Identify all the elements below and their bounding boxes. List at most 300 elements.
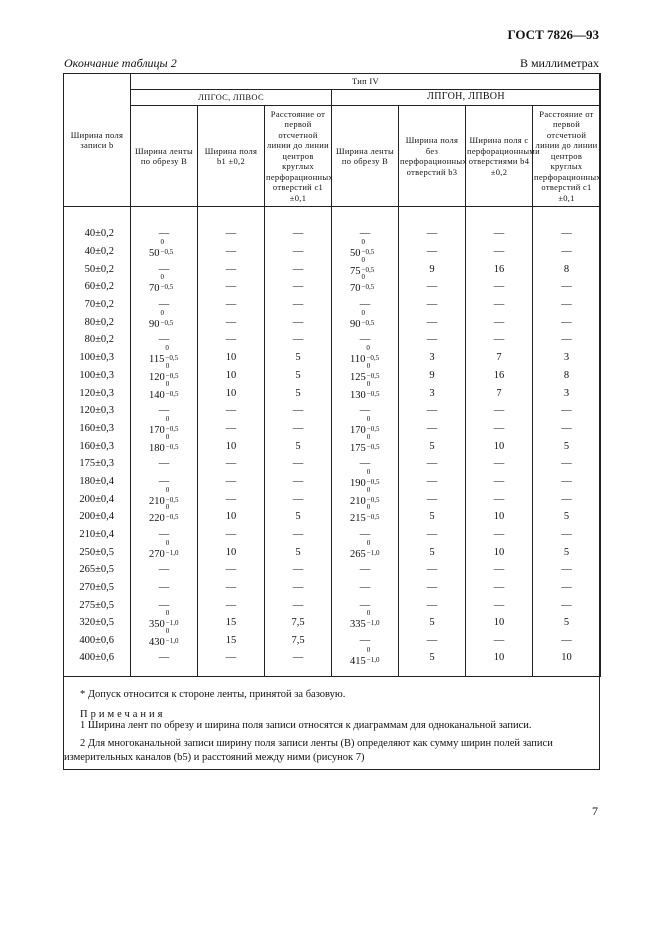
upper-deviation: 0	[165, 503, 170, 512]
upper-deviation: 0	[160, 238, 164, 247]
cell-g1-width	[131, 538, 198, 561]
cell-g2-width	[332, 432, 399, 455]
cell-g2-b3: 5	[399, 614, 466, 632]
lower-deviation: −0,5	[165, 424, 179, 433]
cell-g1-b1: 10	[198, 349, 265, 367]
cell-g1-b1: 10	[198, 543, 265, 561]
cell-g2-b4: —	[466, 596, 533, 614]
upper-deviation: 0	[366, 379, 371, 388]
tolerance	[165, 361, 181, 380]
nominal-value: 220	[149, 513, 165, 525]
table-row	[64, 349, 601, 367]
cell-g2-b3: 5	[399, 650, 466, 677]
nominal-value: 70	[149, 283, 160, 295]
cell-g2-b3: 5	[399, 437, 466, 455]
nominal-value: 190	[350, 477, 366, 489]
upper-deviation: 0	[366, 609, 371, 618]
header-g2-c1: Расстояние от первой отсчетной линии до линии центров круглых перфорационных отверстий c1 ±0,1	[533, 106, 601, 207]
cell-g1-b1: —	[198, 225, 265, 243]
cell-g1-c1: —	[265, 260, 332, 278]
nominal-value: —	[359, 299, 371, 311]
cell-g2-width	[332, 503, 399, 526]
cell-g1-c1: —	[265, 455, 332, 473]
nominal-value: 210	[350, 495, 366, 507]
nominal-value: 170	[350, 424, 366, 436]
cell-g2-c1: 10	[533, 650, 601, 677]
cell-g1-width	[131, 238, 198, 261]
header-g2-b3: Ширина поля без перфорационных отверстий b3	[399, 106, 466, 207]
nominal-value: 180	[149, 442, 165, 454]
tolerance	[165, 485, 181, 504]
cell-g1-b1: —	[198, 243, 265, 261]
tolerance	[366, 379, 382, 398]
tolerance	[361, 273, 377, 292]
cell-g2-c1: 5	[533, 614, 601, 632]
upper-deviation: 0	[165, 485, 170, 494]
cell-g2-c1: —	[533, 278, 601, 296]
cell-g2-b4: —	[466, 490, 533, 508]
cell-g2-width	[332, 296, 399, 314]
nominal-value: 90	[149, 318, 160, 330]
lower-deviation: −0,5	[366, 442, 380, 451]
cell-g1-width	[131, 526, 198, 544]
cell-record-width: 275±0,5	[64, 596, 131, 614]
cell-g2-width	[332, 225, 399, 243]
cell-g1-c1: 5	[265, 384, 332, 402]
nominal-value: 50	[149, 248, 160, 260]
cell-g2-b4: —	[466, 313, 533, 331]
upper-deviation: 0	[366, 538, 371, 547]
table-row	[64, 260, 601, 278]
cell-g1-width	[131, 379, 198, 402]
nominal-value: 210	[149, 495, 165, 507]
cell-g2-c1: 8	[533, 260, 601, 278]
lower-deviation: −1,0	[165, 619, 179, 628]
cell-g1-c1: 5	[265, 437, 332, 455]
nominal-value: —	[158, 458, 170, 470]
cell-g2-b3: —	[399, 526, 466, 544]
cell-g2-b4: 10	[466, 543, 533, 561]
nominal-value: —	[359, 582, 371, 594]
nominal-value: 350	[149, 619, 165, 631]
cell-record-width: 250±0,5	[64, 543, 131, 561]
cell-g1-b1: —	[198, 278, 265, 296]
cell-g2-c1: —	[533, 331, 601, 349]
tolerance	[366, 467, 382, 486]
table-row	[64, 650, 601, 677]
tolerance	[165, 627, 181, 646]
upper-deviation: 0	[165, 432, 170, 441]
cell-g1-c1: —	[265, 579, 332, 597]
nominal-value: —	[158, 564, 170, 576]
cell-g2-b3: 5	[399, 543, 466, 561]
cell-g2-c1: —	[533, 243, 601, 261]
table-row	[64, 243, 601, 261]
cell-g1-width	[131, 650, 198, 677]
cell-g2-b3: —	[399, 632, 466, 650]
cell-g1-b1: —	[198, 490, 265, 508]
nominal-value: 50	[350, 248, 361, 260]
cell-g2-b3: 5	[399, 508, 466, 526]
table-row	[64, 402, 601, 420]
cell-g2-b4: —	[466, 473, 533, 491]
cell-g1-width	[131, 361, 198, 385]
nominal-value: —	[359, 564, 371, 576]
cell-g2-c1: 3	[533, 349, 601, 367]
cell-g2-b4: 16	[466, 260, 533, 278]
cell-g1-c1: —	[265, 596, 332, 614]
cell-g1-width	[131, 579, 198, 597]
tolerance	[165, 538, 181, 557]
header-type: Тип IV	[131, 74, 601, 90]
cell-record-width: 400±0,6	[64, 632, 131, 650]
tolerance	[366, 609, 382, 628]
nominal-value: —	[158, 651, 170, 663]
cell-record-width: 265±0,5	[64, 561, 131, 579]
cell-g2-b4: —	[466, 243, 533, 261]
cell-g1-width	[131, 561, 198, 579]
upper-deviation: 0	[366, 414, 371, 423]
table-row	[64, 313, 601, 331]
cell-g2-b3: —	[399, 579, 466, 597]
lower-deviation: −0,5	[165, 354, 179, 363]
nominal-value: 215	[350, 513, 366, 525]
tolerance	[160, 273, 176, 292]
nominal-value: 270	[149, 548, 165, 560]
cell-g1-width	[131, 308, 198, 331]
cell-g1-c1: 5	[265, 543, 332, 561]
nominal-value: 170	[149, 424, 165, 436]
lower-deviation: −0,5	[165, 371, 179, 380]
cell-g2-b4: —	[466, 225, 533, 243]
cell-g2-b3: 9	[399, 260, 466, 278]
cell-g1-b1: 10	[198, 508, 265, 526]
cell-g1-c1: 7,5	[265, 632, 332, 650]
nominal-value: —	[158, 299, 170, 311]
cell-g2-width	[332, 414, 399, 438]
upper-deviation: 0	[165, 538, 170, 547]
lower-deviation: −0,5	[160, 318, 174, 327]
cell-g2-width	[332, 467, 399, 491]
nominal-value: —	[158, 582, 170, 594]
upper-deviation: 0	[165, 627, 170, 636]
cell-g2-b3: 9	[399, 367, 466, 385]
cell-g1-c1: —	[265, 243, 332, 261]
cell-g1-c1: —	[265, 313, 332, 331]
cell-g2-b3: —	[399, 473, 466, 491]
cell-g1-b1: —	[198, 579, 265, 597]
cell-g2-b4: —	[466, 278, 533, 296]
cell-g1-b1: —	[198, 455, 265, 473]
table-row	[64, 614, 601, 632]
tolerance	[365, 344, 381, 363]
tolerance	[165, 379, 181, 398]
upper-deviation: 0	[160, 308, 164, 317]
cell-g1-b1: —	[198, 402, 265, 420]
nominal-value: 265	[350, 548, 366, 560]
cell-g1-c1: —	[265, 490, 332, 508]
cell-record-width: 160±0,3	[64, 420, 131, 438]
cell-g2-c1: —	[533, 225, 601, 243]
nominal-value: 140	[149, 389, 165, 401]
cell-g2-b3: —	[399, 455, 466, 473]
cell-g2-c1: —	[533, 402, 601, 420]
nominal-value: —	[359, 334, 371, 346]
cell-g2-b3: —	[399, 331, 466, 349]
cell-g1-b1: —	[198, 561, 265, 579]
cell-g2-width	[332, 596, 399, 614]
lower-deviation: −1,0	[366, 655, 380, 664]
cell-record-width: 120±0,3	[64, 402, 131, 420]
table-row	[64, 473, 601, 491]
cell-g1-width	[131, 455, 198, 473]
cell-g1-c1: —	[265, 296, 332, 314]
table-row	[64, 278, 601, 296]
cell-g2-c1: —	[533, 596, 601, 614]
table-row	[64, 632, 601, 650]
note-2: 2 Для многоканальной записи ширину поля записи ленты (B) определяют как сумму ширин полей записи измерительных каналов (b5) и расстояний между ними (рисунок 7)	[64, 738, 553, 763]
cell-g2-c1: 5	[533, 508, 601, 526]
table-row	[64, 561, 601, 579]
nominal-value: —	[359, 599, 371, 611]
cell-g2-width	[332, 645, 399, 677]
cell-g1-width	[131, 344, 198, 367]
upper-deviation: 0	[366, 645, 371, 654]
nominal-value: 70	[350, 283, 361, 295]
cell-g1-width	[131, 503, 198, 526]
upper-deviation: 0	[160, 273, 164, 282]
cell-g2-c1: —	[533, 561, 601, 579]
nominal-value: —	[359, 635, 371, 647]
cell-record-width: 80±0,2	[64, 313, 131, 331]
table-row	[64, 225, 601, 243]
lower-deviation: −0,5	[366, 513, 380, 522]
header-g2-b4: Ширина поля с перфорационными отверстиями b4 ±0,2	[466, 106, 533, 207]
lower-deviation: −0,5	[366, 424, 380, 433]
cell-g2-c1: —	[533, 579, 601, 597]
lower-deviation: −0,5	[361, 248, 375, 257]
cell-g2-width	[332, 344, 399, 367]
cell-g2-width	[332, 379, 399, 402]
cell-g2-b3: —	[399, 225, 466, 243]
cell-g2-b3: —	[399, 420, 466, 438]
tolerance	[366, 485, 382, 504]
cell-g1-b1: 10	[198, 384, 265, 402]
nominal-value: —	[359, 228, 371, 240]
cell-g1-width	[131, 485, 198, 508]
nominal-value: 75	[350, 265, 361, 277]
tolerance	[366, 432, 382, 451]
cell-g2-c1: —	[533, 420, 601, 438]
cell-g1-c1: 7,5	[265, 614, 332, 632]
cell-g1-width	[131, 432, 198, 455]
cell-g1-c1: 5	[265, 349, 332, 367]
cell-record-width: 180±0,4	[64, 473, 131, 491]
tolerance	[366, 361, 382, 380]
cell-g1-c1: 5	[265, 367, 332, 385]
cell-g2-b3: —	[399, 596, 466, 614]
nominal-value: —	[359, 458, 371, 470]
nominal-value: 335	[350, 619, 366, 631]
header-g1-b1: Ширина поля b1 ±0,2	[198, 106, 265, 207]
cell-g1-b1: —	[198, 260, 265, 278]
tolerance	[366, 503, 382, 522]
cell-g2-width	[332, 402, 399, 420]
lower-deviation: −1,0	[366, 619, 380, 628]
cell-g2-c1: —	[533, 526, 601, 544]
cell-g1-b1: —	[198, 313, 265, 331]
cell-g2-b3: —	[399, 278, 466, 296]
cell-g2-b4: —	[466, 455, 533, 473]
cell-g2-b4: —	[466, 632, 533, 650]
cell-g1-width	[131, 473, 198, 491]
upper-deviation: 0	[165, 414, 170, 423]
spacer-row	[64, 207, 601, 226]
note-1: 1 Ширина лент по обрезу и ширина поля записи относятся к диаграммам для одноканальной записи.	[80, 720, 532, 731]
cell-g2-b4: 10	[466, 614, 533, 632]
table-row	[64, 296, 601, 314]
cell-g1-width	[131, 225, 198, 243]
cell-g1-b1: —	[198, 650, 265, 677]
cell-g2-b4: —	[466, 561, 533, 579]
cell-g1-c1: 5	[265, 508, 332, 526]
cell-g1-width	[131, 609, 198, 632]
header-g1-c1: Расстояние от первой отсчетной линии до линии центров круглых перфорационных отверстий c1 ±0,1	[265, 106, 332, 207]
upper-deviation: 0	[366, 503, 371, 512]
cell-g2-b4: —	[466, 296, 533, 314]
cell-g1-width	[131, 273, 198, 296]
cell-g2-width	[332, 238, 399, 261]
page-number: 7	[592, 804, 598, 818]
table-row	[64, 367, 601, 385]
cell-g2-c1: —	[533, 632, 601, 650]
cell-g2-width	[332, 273, 399, 296]
nominal-value: —	[158, 475, 170, 487]
table-row	[64, 455, 601, 473]
cell-g1-width	[131, 414, 198, 438]
nominal-value: —	[158, 405, 170, 417]
tolerance	[361, 238, 377, 257]
header-record-width: Ширина поля записи b	[64, 74, 131, 207]
tolerance	[361, 255, 377, 274]
header-group-2: ЛПГОН, ЛПВОН	[332, 90, 601, 106]
nominal-value: 175	[350, 442, 366, 454]
cell-g1-c1: —	[265, 561, 332, 579]
cell-g2-b3: —	[399, 313, 466, 331]
cell-g1-width	[131, 260, 198, 278]
tolerance	[160, 308, 176, 327]
cell-record-width: 270±0,5	[64, 579, 131, 597]
table-row	[64, 579, 601, 597]
table-row	[64, 384, 601, 402]
cell-g1-b1: 10	[198, 367, 265, 385]
cell-g2-c1: —	[533, 490, 601, 508]
lower-deviation: −0,5	[366, 495, 380, 504]
cell-g2-b3: —	[399, 296, 466, 314]
lower-deviation: −0,5	[165, 389, 179, 398]
table-row	[64, 420, 601, 438]
nominal-value: 125	[350, 371, 366, 383]
cell-g2-c1: —	[533, 313, 601, 331]
cell-record-width: 80±0,2	[64, 331, 131, 349]
nominal-value: —	[359, 529, 371, 541]
cell-g2-c1: 5	[533, 543, 601, 561]
nominal-value: 120	[149, 371, 165, 383]
cell-g1-c1: —	[265, 278, 332, 296]
cell-g2-width	[332, 609, 399, 632]
cell-record-width: 40±0,2	[64, 243, 131, 261]
upper-deviation: 0	[366, 344, 370, 353]
upper-deviation: 0	[361, 238, 365, 247]
nominal-value: 415	[350, 655, 366, 667]
upper-deviation: 0	[165, 379, 170, 388]
lower-deviation: −1,0	[366, 548, 380, 557]
notes-title: Примечания	[80, 709, 166, 720]
nominal-value: 90	[350, 318, 361, 330]
cell-record-width: 160±0,3	[64, 437, 131, 455]
tolerance	[165, 414, 181, 433]
cell-g1-c1: —	[265, 526, 332, 544]
cell-record-width: 175±0,3	[64, 455, 131, 473]
cell-g1-c1: —	[265, 650, 332, 677]
header-group-1: ЛПГОС, ЛПВОС	[131, 90, 332, 106]
cell-g2-width	[332, 538, 399, 561]
units-label: В миллиметрах	[519, 56, 599, 70]
cell-g1-c1: —	[265, 473, 332, 491]
cell-g1-b1: —	[198, 420, 265, 438]
cell-g2-width	[332, 632, 399, 650]
lower-deviation: −0,5	[366, 371, 380, 380]
cell-record-width: 400±0,6	[64, 650, 131, 677]
upper-deviation: 0	[361, 255, 365, 264]
cell-g1-b1: —	[198, 596, 265, 614]
cell-g2-c1: —	[533, 296, 601, 314]
cell-g2-b4: 10	[466, 650, 533, 677]
cell-g2-c1: 3	[533, 384, 601, 402]
nominal-value: 430	[149, 637, 165, 649]
cell-g2-b4: 10	[466, 508, 533, 526]
cell-g1-b1: 15	[198, 632, 265, 650]
cell-record-width: 100±0,3	[64, 367, 131, 385]
cell-g2-width	[332, 331, 399, 349]
footnote: * Допуск относится к стороне ленты, принятой за базовую.	[80, 689, 346, 700]
tolerance	[366, 414, 382, 433]
cell-g2-c1: 8	[533, 367, 601, 385]
tolerance	[165, 503, 181, 522]
cell-record-width: 60±0,2	[64, 278, 131, 296]
cell-g2-width	[332, 308, 399, 331]
tolerance	[164, 344, 180, 363]
table-row	[64, 437, 601, 455]
lower-deviation: −0,5	[366, 389, 380, 398]
cell-g1-b1: —	[198, 331, 265, 349]
nominal-value: —	[158, 529, 170, 541]
cell-record-width: 120±0,3	[64, 384, 131, 402]
lower-deviation: −0,5	[160, 248, 174, 257]
nominal-value: —	[158, 228, 170, 240]
lower-deviation: −1,0	[165, 637, 179, 646]
cell-g1-width	[131, 331, 198, 349]
upper-deviation: 0	[361, 308, 365, 317]
cell-g2-b4: —	[466, 526, 533, 544]
cell-g1-c1: —	[265, 331, 332, 349]
cell-g2-b3: —	[399, 402, 466, 420]
cell-g2-c1: —	[533, 473, 601, 491]
nominal-value: —	[158, 334, 170, 346]
cell-record-width: 210±0,4	[64, 526, 131, 544]
cell-g2-b3: —	[399, 490, 466, 508]
lower-deviation: −0,5	[165, 513, 179, 522]
